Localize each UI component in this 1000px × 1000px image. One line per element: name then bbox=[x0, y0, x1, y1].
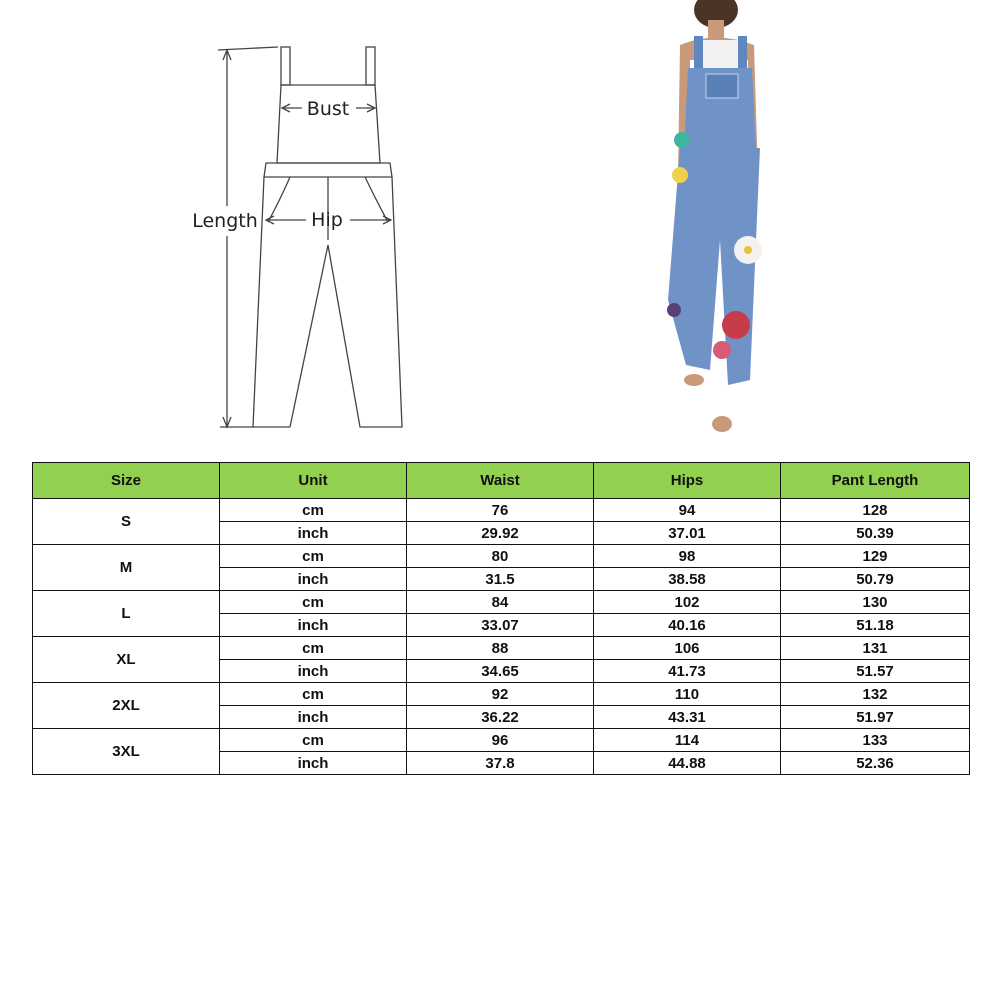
table-row bbox=[33, 683, 970, 706]
table-row bbox=[33, 637, 970, 660]
size-cell: M bbox=[33, 545, 220, 591]
hips-cell: 40.16 bbox=[594, 614, 781, 637]
hips-cell: 43.31 bbox=[594, 706, 781, 729]
pant-length-cell: 50.39 bbox=[781, 522, 970, 545]
unit-cell: cm bbox=[220, 545, 407, 568]
hips-cell: 37.01 bbox=[594, 522, 781, 545]
table-row bbox=[33, 591, 970, 614]
hips-cell: 110 bbox=[594, 683, 781, 706]
unit-cell: inch bbox=[220, 752, 407, 775]
hips-cell: 106 bbox=[594, 637, 781, 660]
pant-length-cell: 132 bbox=[781, 683, 970, 706]
pant-length-cell: 129 bbox=[781, 545, 970, 568]
waist-cell: 34.65 bbox=[407, 660, 594, 683]
waist-cell: 88 bbox=[407, 637, 594, 660]
waist-cell: 76 bbox=[407, 499, 594, 522]
pant-length-cell: 51.97 bbox=[781, 706, 970, 729]
size-cell: 3XL bbox=[33, 729, 220, 775]
table-row bbox=[33, 545, 970, 568]
pant-length-cell: 133 bbox=[781, 729, 970, 752]
hips-cell: 41.73 bbox=[594, 660, 781, 683]
unit-cell: inch bbox=[220, 706, 407, 729]
waist-cell: 36.22 bbox=[407, 706, 594, 729]
pant-length-cell: 51.57 bbox=[781, 660, 970, 683]
waist-cell: 96 bbox=[407, 729, 594, 752]
unit-cell: inch bbox=[220, 522, 407, 545]
pant-length-cell: 50.79 bbox=[781, 568, 970, 591]
overall-size-diagram bbox=[180, 30, 420, 440]
unit-cell: cm bbox=[220, 729, 407, 752]
pant-length-cell: 52.36 bbox=[781, 752, 970, 775]
unit-cell: cm bbox=[220, 591, 407, 614]
pant-length-cell: 128 bbox=[781, 499, 970, 522]
size-chart-table bbox=[32, 462, 970, 775]
bust-label: Bust bbox=[306, 98, 350, 120]
unit-cell: inch bbox=[220, 660, 407, 683]
pant-length-cell: 51.18 bbox=[781, 614, 970, 637]
unit-cell: cm bbox=[220, 683, 407, 706]
header-size: Size bbox=[33, 463, 220, 499]
size-cell: S bbox=[33, 499, 220, 545]
length-label: Length bbox=[192, 210, 258, 232]
unit-cell: inch bbox=[220, 568, 407, 591]
waist-cell: 92 bbox=[407, 683, 594, 706]
hips-cell: 44.88 bbox=[594, 752, 781, 775]
table-row bbox=[33, 499, 970, 522]
waist-cell: 80 bbox=[407, 545, 594, 568]
unit-cell: cm bbox=[220, 499, 407, 522]
hips-cell: 94 bbox=[594, 499, 781, 522]
hips-cell: 102 bbox=[594, 591, 781, 614]
size-cell: L bbox=[33, 591, 220, 637]
header-hips: Hips bbox=[594, 463, 781, 499]
size-cell: 2XL bbox=[33, 683, 220, 729]
waist-cell: 37.8 bbox=[407, 752, 594, 775]
pant-length-cell: 131 bbox=[781, 637, 970, 660]
product-photo bbox=[650, 0, 790, 440]
hips-cell: 98 bbox=[594, 545, 781, 568]
table-header-row bbox=[33, 463, 970, 499]
hips-cell: 38.58 bbox=[594, 568, 781, 591]
pant-length-cell: 130 bbox=[781, 591, 970, 614]
table-row bbox=[33, 729, 970, 752]
header-unit: Unit bbox=[220, 463, 407, 499]
waist-cell: 84 bbox=[407, 591, 594, 614]
header-pant-length: Pant Length bbox=[781, 463, 970, 499]
size-cell: XL bbox=[33, 637, 220, 683]
hips-cell: 114 bbox=[594, 729, 781, 752]
unit-cell: cm bbox=[220, 637, 407, 660]
unit-cell: inch bbox=[220, 614, 407, 637]
header-waist: Waist bbox=[407, 463, 594, 499]
waist-cell: 31.5 bbox=[407, 568, 594, 591]
hip-label: Hip bbox=[311, 209, 343, 231]
waist-cell: 29.92 bbox=[407, 522, 594, 545]
waist-cell: 33.07 bbox=[407, 614, 594, 637]
